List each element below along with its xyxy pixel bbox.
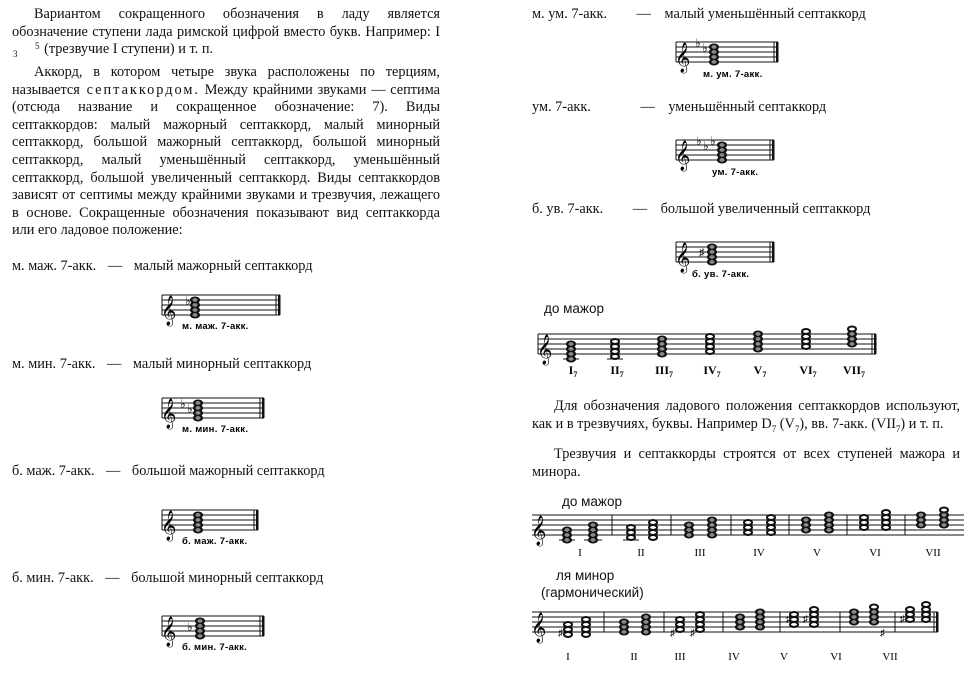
flat-icon: ♭: [695, 36, 701, 50]
chord-dash: —: [105, 570, 120, 586]
chord-row-label: [532, 99, 826, 116]
roman-subscript: 7: [861, 370, 866, 379]
treble-clef-icon: 𝄞: [161, 399, 177, 428]
flat-icon: ♭: [187, 620, 193, 634]
roman-numeral: VI: [869, 547, 881, 559]
chord-row-label: [12, 463, 325, 480]
flat-icon: ♭: [703, 139, 709, 153]
chord-abbr: м. ум. 7-акк.: [532, 6, 608, 22]
chord-staff: [666, 128, 786, 180]
chord-dash: —: [107, 356, 122, 372]
roman-numeral: IV: [703, 363, 717, 377]
svg-text:V7: [754, 363, 767, 379]
treble-clef-icon: 𝄞: [675, 43, 691, 72]
flat-icon: ♭: [710, 134, 716, 148]
roman-numeral: I: [578, 547, 582, 559]
p3-sub: 7: [771, 423, 777, 434]
chord-staff: [152, 388, 287, 438]
treble-clef-icon: 𝄞: [531, 613, 547, 642]
svg-text:VII7: [843, 363, 865, 379]
treble-clef-icon: 𝄞: [161, 617, 177, 646]
seventh-chords-heading: до мажор: [544, 301, 604, 316]
seventh-chords-staff: [532, 318, 882, 380]
chord-dash: —: [640, 99, 655, 115]
chord-row-label: [12, 356, 311, 373]
sharp-icon: ♯: [880, 628, 885, 639]
chord-row-label: [532, 6, 866, 23]
roman-numeral: VI: [799, 363, 813, 377]
sharp-icon: ♯: [900, 614, 905, 625]
sharp-icon: ♯: [558, 628, 563, 639]
chord-row-label: [12, 570, 323, 587]
minor-subheading: (гармонический): [541, 585, 644, 600]
roman-numeral: II: [630, 651, 638, 663]
roman-subscript: 7: [716, 370, 721, 379]
p3-sub: 7: [794, 423, 800, 434]
intro-tail: (трезвучие I ступени) и т. п.: [40, 41, 214, 58]
chord-caption: м. маж. 7-акк.: [182, 321, 249, 332]
roman-subscript: 7: [812, 370, 817, 379]
roman-numeral: IV: [728, 651, 740, 663]
roman-subscript: 7: [619, 370, 624, 379]
chord-name: большой увеличенный септаккорд: [660, 201, 871, 217]
roman-numeral: V: [813, 547, 821, 559]
chord-caption: м. мин. 7-акк.: [182, 424, 249, 435]
chord-caption: б. маж. 7-акк.: [182, 536, 248, 547]
treble-clef-icon: 𝄞: [531, 516, 547, 545]
chord-dash: —: [636, 6, 651, 22]
roman-subscript: 7: [669, 370, 674, 379]
p3-c: ), вв. 7-акк. (VII: [799, 415, 896, 432]
intro-sup: 5: [35, 40, 40, 51]
chord-staff: [152, 606, 287, 656]
p4-text: Трезвучия и септаккорды строятся от всех ступеней мажора и минора.: [532, 446, 960, 480]
chord-name: малый мажорный септаккорд: [133, 258, 313, 274]
functional-notation-paragraph: [532, 398, 960, 438]
flat-icon: ♭: [180, 397, 186, 411]
chord-abbr: ум. 7-акк.: [532, 99, 591, 115]
chord-name: большой мажорный септаккорд: [131, 463, 325, 479]
chord-row-label: [532, 201, 870, 218]
major-chords-staff: [528, 503, 968, 563]
roman-numeral: VII: [925, 547, 941, 559]
svg-text:III7: [655, 363, 673, 379]
chord-row-label: [12, 258, 313, 275]
sharp-icon: ♯: [699, 247, 705, 259]
roman-numeral: III: [654, 363, 670, 377]
roman-numeral: II: [610, 363, 620, 377]
p3-a: Для обозначения ладового положения септаккордов используют, как и в трезвучиях, буквы. Например D: [532, 398, 960, 432]
roman-numeral: VII: [882, 651, 898, 663]
chord-abbr: м. маж. 7-акк.: [12, 258, 97, 274]
chord-abbr: м. мин. 7-акк.: [12, 356, 96, 372]
sharp-icon: ♯: [786, 614, 791, 625]
roman-subscript: 7: [762, 370, 767, 379]
treble-clef-icon: 𝄞: [161, 296, 177, 325]
chord-dash: —: [106, 463, 121, 479]
seventh-tail: Между крайними звуками — септима (отсюда название и сокращенное обозначение: 7). Виды септаккордов: малый мажорный септаккорд, малый минорный септаккорд, большой мажорный септаккорд, большой минорный септаккорд, малый уменьшённый септаккорд, уменьшённый септаккорд, большой увеличенный септаккорд. Виды септаккордов зависят от септимы между крайними звуками и трезвучия, лежащего в основе. Сокращенные обозначения показывают вид септаккорда или его ладовое положение:: [12, 81, 440, 239]
chord-caption: б. ув. 7-акк.: [692, 269, 750, 280]
intro-sub: 3: [13, 48, 18, 59]
intro-paragraph: [12, 6, 440, 59]
major-heading: до мажор: [562, 494, 622, 509]
seventh-text: Аккорд, в котором четыре звука расположены по терциям, называется: [12, 64, 440, 98]
roman-numeral: III: [694, 547, 706, 559]
flat-icon: ♭: [702, 41, 708, 55]
sharp-icon: ♯: [670, 628, 675, 639]
roman-numeral: V: [753, 363, 763, 377]
svg-text:VI7: [799, 363, 816, 379]
svg-text:II7: [610, 363, 623, 379]
p3-sub: 7: [895, 423, 901, 434]
chord-caption: м. ум. 7-акк.: [703, 69, 763, 80]
roman-numeral: II: [637, 547, 645, 559]
minor-chords-staff: [528, 600, 968, 666]
flat-icon: ♭: [185, 294, 191, 308]
roman-numeral: V: [780, 651, 788, 663]
chord-caption: ум. 7-акк.: [712, 167, 759, 178]
flat-icon: ♭: [696, 134, 702, 148]
chord-dash: —: [107, 258, 123, 274]
svg-text:IV7: [703, 363, 720, 379]
chord-caption: б. мин. 7-акк.: [182, 642, 248, 653]
treble-clef-icon: 𝄞: [675, 141, 691, 170]
chord-name: уменьшённый септаккорд: [668, 99, 827, 115]
roman-numeral: I: [568, 363, 574, 377]
chord-abbr: б. маж. 7-акк.: [12, 463, 95, 479]
chord-staff: [152, 285, 287, 335]
roman-numeral: IV: [753, 547, 765, 559]
chord-staff: [152, 500, 287, 550]
roman-numeral: VI: [830, 651, 842, 663]
roman-numeral: VII: [842, 363, 862, 377]
p3-b: (V: [776, 415, 795, 432]
chord-abbr: б. мин. 7-акк.: [12, 570, 94, 586]
roman-subscript: 7: [573, 370, 578, 379]
seventh-chord-paragraph: [12, 64, 440, 240]
treble-clef-icon: 𝄞: [537, 335, 553, 364]
flat-icon: ♭: [187, 402, 193, 416]
roman-numeral: I: [566, 651, 570, 663]
treble-clef-icon: 𝄞: [161, 511, 177, 540]
p3-d: ) и т. п.: [900, 415, 944, 432]
intro-text: Вариантом сокращенного обозначения в ладу является обозначение ступени лада римской цифрой вместо букв. Например: I: [12, 6, 440, 40]
chord-staff: [666, 30, 791, 82]
chord-name: малый минорный септаккорд: [132, 356, 312, 372]
chord-dash: —: [632, 201, 648, 217]
svg-text:I7: [569, 363, 578, 379]
seventh-term: септаккордом.: [79, 81, 200, 98]
chord-abbr: б. ув. 7-акк.: [532, 201, 604, 217]
all-degrees-paragraph: [532, 446, 960, 481]
chord-staff: [666, 230, 786, 282]
minor-heading: ля минор: [556, 568, 615, 583]
chord-name: малый уменьшённый септаккорд: [664, 6, 866, 22]
chord-name: большой минорный септаккорд: [131, 570, 324, 586]
sharp-icon: ♯: [803, 614, 808, 625]
treble-clef-icon: 𝄞: [675, 243, 691, 272]
roman-numeral: III: [674, 651, 686, 663]
sharp-icon: ♯: [690, 628, 695, 639]
